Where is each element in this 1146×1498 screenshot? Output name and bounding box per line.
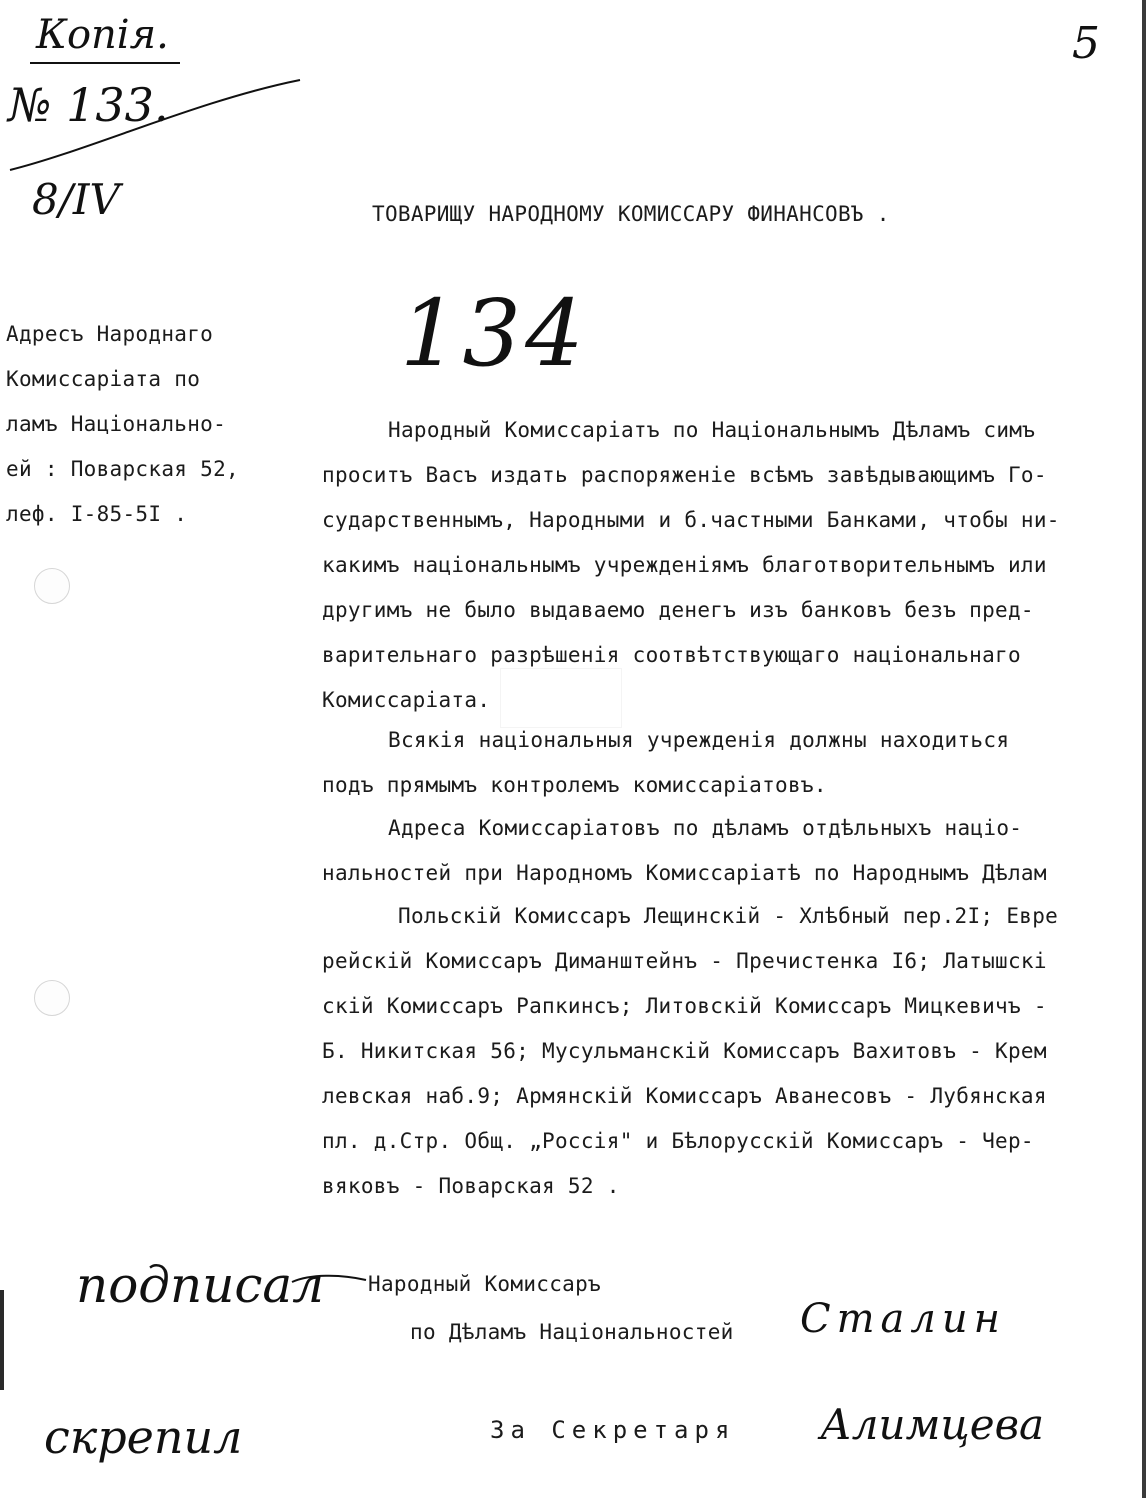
signatory-title: Народный Комиссаръ (368, 1272, 601, 1296)
body-line: нальностей при Народномъ Комиссаріатѣ по Народнымъ Дѣлам (322, 861, 1047, 885)
body-line: проситъ Васъ издать распоряженіе всѣмъ завѣдывающимъ Го- (322, 463, 1047, 487)
body-line: варительнаго разрѣшенія соотвѣтствующаго національнаго (322, 643, 1021, 667)
scan-edge-left (0, 1290, 4, 1390)
punch-hole (34, 568, 70, 604)
body-line: вяковъ - Поварская 52 . (322, 1174, 620, 1198)
body-line: какимъ національнымъ учрежденіямъ благотворительнымъ или (322, 553, 1047, 577)
copy-label: Копія. (36, 12, 169, 58)
body-line: пл. д.Стр. Общ. „Россія" и Бѣлорусскій Комиссаръ - Чер- (322, 1129, 1034, 1153)
body-line: левская наб.9; Армянскій Комиссаръ Аванесовъ - Лубянская (322, 1084, 1047, 1108)
punch-hole (34, 980, 70, 1016)
signatory-department: по Дѣламъ Національностей (410, 1320, 734, 1344)
number-slash-stroke (0, 60, 320, 180)
page-number: 5 (1072, 18, 1100, 69)
body-line: скій Комиссаръ Рапкинсъ; Литовскій Комиссаръ Мицкевичъ - (322, 994, 1047, 1018)
body-line: Всякія національныя учрежденія должны находиться (388, 728, 1010, 752)
address-line: Комиссаріата по (6, 367, 201, 391)
document-number: № 133. (8, 78, 169, 132)
body-line: Польскій Комиссаръ Лещинскій - Хлѣбный пер.2I; Евре (398, 904, 1059, 928)
signed-note: подписал (76, 1256, 325, 1314)
body-line: подъ прямымъ контролемъ комиссаріатовъ. (322, 773, 827, 797)
body-line: Адреса Комиссаріатовъ по дѣламъ отдѣльныхъ націо- (388, 816, 1023, 840)
address-line: леф. I-85-5I . (6, 502, 188, 526)
body-line: Народный Комиссаріатъ по Національнымъ Дѣламъ симъ (388, 418, 1036, 442)
body-line: сударственнымъ, Народными и б.частными Банками, чтобы ни- (322, 508, 1060, 532)
date-label: 8/IV (32, 175, 120, 224)
body-line: Комиссаріата. (322, 688, 491, 712)
register-number: 134 (400, 280, 588, 387)
address-line: Адресъ Народнаго (6, 322, 214, 346)
stalin-signature: Сталин (800, 1296, 1006, 1342)
sealed-note: скрепил (44, 1410, 243, 1464)
address-line: ей : Поварская 52, (6, 457, 239, 481)
page-title: ТОВАРИЩУ НАРОДНОМУ КОМИССАРУ ФИНАНСОВЪ . (372, 202, 890, 226)
body-line: другимъ не было выдаваемо денегъ изъ банковъ безъ пред- (322, 598, 1034, 622)
secretary-label: За Секретаря (490, 1416, 736, 1444)
scan-edge-right (1142, 0, 1146, 1498)
body-line: Б. Никитская 56; Мусульманскій Комиссаръ Вахитовъ - Крем (322, 1039, 1047, 1063)
body-line: рейскій Комиссаръ Диманштейнъ - Пречистенка I6; Латышскі (322, 949, 1047, 973)
secretary-signature: Алимцева (820, 1400, 1045, 1449)
address-line: ламъ Національно- (6, 412, 227, 436)
faint-stamp (500, 668, 622, 728)
signed-underline-stroke (290, 1270, 370, 1290)
